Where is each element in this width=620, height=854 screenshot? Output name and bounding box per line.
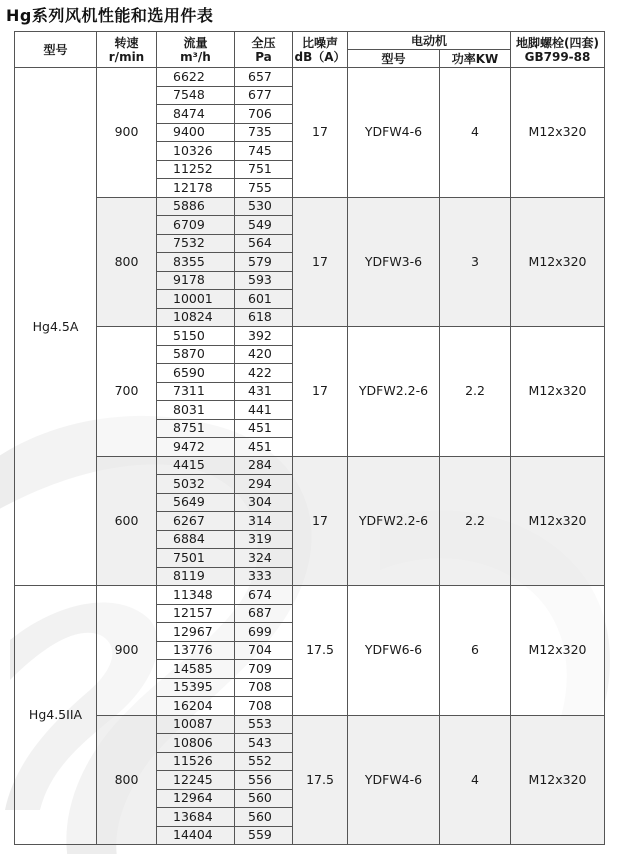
fan-performance-table (14, 31, 605, 845)
noise-cell: 17.5 (293, 715, 348, 845)
pressure-cell: 294 (235, 475, 293, 494)
flow-cell: 6622 (157, 68, 235, 87)
pressure-cell: 420 (235, 345, 293, 364)
header-noise-label: 比噪声 (301, 35, 338, 50)
pressure-cell: 451 (235, 438, 293, 457)
pressure-cell: 687 (235, 604, 293, 623)
pressure-cell: 593 (235, 271, 293, 290)
flow-cell: 6884 (157, 530, 235, 549)
pressure-cell: 543 (235, 734, 293, 753)
speed-cell: 700 (97, 327, 157, 457)
pressure-cell: 579 (235, 253, 293, 272)
header-bolt (511, 32, 605, 68)
table-row (15, 586, 605, 605)
pressure-cell: 560 (235, 789, 293, 808)
noise-cell: 17 (293, 197, 348, 327)
flow-cell: 6267 (157, 512, 235, 531)
flow-cell: 10001 (157, 290, 235, 309)
motor-power-cell: 4 (440, 715, 511, 845)
flow-cell: 10087 (157, 715, 235, 734)
pressure-cell: 431 (235, 382, 293, 401)
header-flow (157, 32, 235, 68)
bolt-cell: M12x320 (511, 68, 605, 198)
motor-model-cell: YDFW6-6 (348, 586, 440, 716)
flow-cell: 11252 (157, 160, 235, 179)
speed-cell: 800 (97, 197, 157, 327)
pressure-cell: 549 (235, 216, 293, 235)
table-row (15, 197, 605, 216)
flow-cell: 7501 (157, 549, 235, 568)
flow-cell: 5870 (157, 345, 235, 364)
pressure-cell: 618 (235, 308, 293, 327)
header-motor: 电动机 (348, 32, 511, 50)
pressure-cell: 559 (235, 826, 293, 845)
bolt-cell: M12x320 (511, 197, 605, 327)
flow-cell: 15395 (157, 678, 235, 697)
speed-cell: 900 (97, 68, 157, 198)
flow-cell: 8474 (157, 105, 235, 124)
pressure-cell: 564 (235, 234, 293, 253)
bolt-cell: M12x320 (511, 715, 605, 845)
flow-cell: 12245 (157, 771, 235, 790)
bolt-cell: M12x320 (511, 456, 605, 586)
bolt-cell: M12x320 (511, 586, 605, 716)
pressure-cell: 552 (235, 752, 293, 771)
motor-model-cell: YDFW2.2-6 (348, 456, 440, 586)
table-body (15, 68, 605, 845)
pressure-cell: 324 (235, 549, 293, 568)
header-pressure-label: 全压 (251, 35, 276, 50)
flow-cell: 8119 (157, 567, 235, 586)
pressure-cell: 745 (235, 142, 293, 161)
model-name-cell: Hg4.5A (15, 68, 97, 586)
header-bolt-std: GB799-88 (524, 49, 591, 64)
pressure-cell: 333 (235, 567, 293, 586)
header-flow-label: 流量 (183, 35, 208, 50)
bolt-cell: M12x320 (511, 327, 605, 457)
flow-cell: 5886 (157, 197, 235, 216)
flow-cell: 6709 (157, 216, 235, 235)
header-noise-unit: dB（A） (294, 49, 346, 64)
motor-power-cell: 4 (440, 68, 511, 198)
model-name-cell: Hg4.5IIA (15, 586, 97, 845)
pressure-cell: 601 (235, 290, 293, 309)
flow-cell: 8031 (157, 401, 235, 420)
pressure-cell: 392 (235, 327, 293, 346)
motor-power-cell: 2.2 (440, 327, 511, 457)
speed-cell: 900 (97, 586, 157, 716)
header-speed (97, 32, 157, 68)
flow-cell: 10824 (157, 308, 235, 327)
pressure-cell: 556 (235, 771, 293, 790)
pressure-cell: 284 (235, 456, 293, 475)
header-motor-model: 型号 (348, 50, 440, 68)
pressure-cell: 422 (235, 364, 293, 383)
flow-cell: 16204 (157, 697, 235, 716)
pressure-cell: 704 (235, 641, 293, 660)
pressure-cell: 708 (235, 697, 293, 716)
pressure-cell: 699 (235, 623, 293, 642)
pressure-cell: 657 (235, 68, 293, 87)
table-row (15, 715, 605, 734)
flow-cell: 11526 (157, 752, 235, 771)
table-row (15, 68, 605, 87)
flow-cell: 9472 (157, 438, 235, 457)
flow-cell: 10806 (157, 734, 235, 753)
flow-cell: 14404 (157, 826, 235, 845)
pressure-cell: 560 (235, 808, 293, 827)
motor-model-cell: YDFW3-6 (348, 197, 440, 327)
header-bolt-label: 地脚螺栓(四套) (516, 35, 599, 50)
table-row (15, 327, 605, 346)
pressure-cell: 530 (235, 197, 293, 216)
header-noise (293, 32, 348, 68)
flow-cell: 5150 (157, 327, 235, 346)
flow-cell: 13684 (157, 808, 235, 827)
header-motor-power: 功率KW (440, 50, 511, 68)
flow-cell: 7532 (157, 234, 235, 253)
motor-power-cell: 3 (440, 197, 511, 327)
motor-model-cell: YDFW4-6 (348, 715, 440, 845)
pressure-cell: 441 (235, 401, 293, 420)
header-pressure-unit: Pa (255, 49, 272, 64)
flow-cell: 12178 (157, 179, 235, 198)
header-flow-unit: m³/h (180, 49, 211, 64)
pressure-cell: 735 (235, 123, 293, 142)
header-speed-label: 转速 (114, 35, 139, 50)
flow-cell: 14585 (157, 660, 235, 679)
pressure-cell: 674 (235, 586, 293, 605)
pressure-cell: 451 (235, 419, 293, 438)
motor-power-cell: 6 (440, 586, 511, 716)
flow-cell: 5649 (157, 493, 235, 512)
flow-cell: 5032 (157, 475, 235, 494)
motor-model-cell: YDFW2.2-6 (348, 327, 440, 457)
flow-cell: 12964 (157, 789, 235, 808)
noise-cell: 17.5 (293, 586, 348, 716)
flow-cell: 7311 (157, 382, 235, 401)
flow-cell: 6590 (157, 364, 235, 383)
table-row (15, 456, 605, 475)
motor-power-cell: 2.2 (440, 456, 511, 586)
pressure-cell: 751 (235, 160, 293, 179)
page-title: Hg系列风机性能和选用件表 (6, 6, 214, 25)
noise-cell: 17 (293, 327, 348, 457)
flow-cell: 4415 (157, 456, 235, 475)
pressure-cell: 677 (235, 86, 293, 105)
noise-cell: 17 (293, 68, 348, 198)
speed-cell: 600 (97, 456, 157, 586)
pressure-cell: 709 (235, 660, 293, 679)
flow-cell: 8355 (157, 253, 235, 272)
flow-cell: 7548 (157, 86, 235, 105)
motor-model-cell: YDFW4-6 (348, 68, 440, 198)
flow-cell: 8751 (157, 419, 235, 438)
flow-cell: 9178 (157, 271, 235, 290)
header-speed-unit: r/min (108, 49, 145, 64)
pressure-cell: 319 (235, 530, 293, 549)
flow-cell: 13776 (157, 641, 235, 660)
flow-cell: 10326 (157, 142, 235, 161)
flow-cell: 12157 (157, 604, 235, 623)
pressure-cell: 755 (235, 179, 293, 198)
header-model: 型号 (15, 32, 97, 68)
flow-cell: 9400 (157, 123, 235, 142)
pressure-cell: 706 (235, 105, 293, 124)
speed-cell: 800 (97, 715, 157, 845)
flow-cell: 11348 (157, 586, 235, 605)
pressure-cell: 314 (235, 512, 293, 531)
flow-cell: 12967 (157, 623, 235, 642)
noise-cell: 17 (293, 456, 348, 586)
pressure-cell: 304 (235, 493, 293, 512)
pressure-cell: 553 (235, 715, 293, 734)
header-pressure (235, 32, 293, 68)
pressure-cell: 708 (235, 678, 293, 697)
